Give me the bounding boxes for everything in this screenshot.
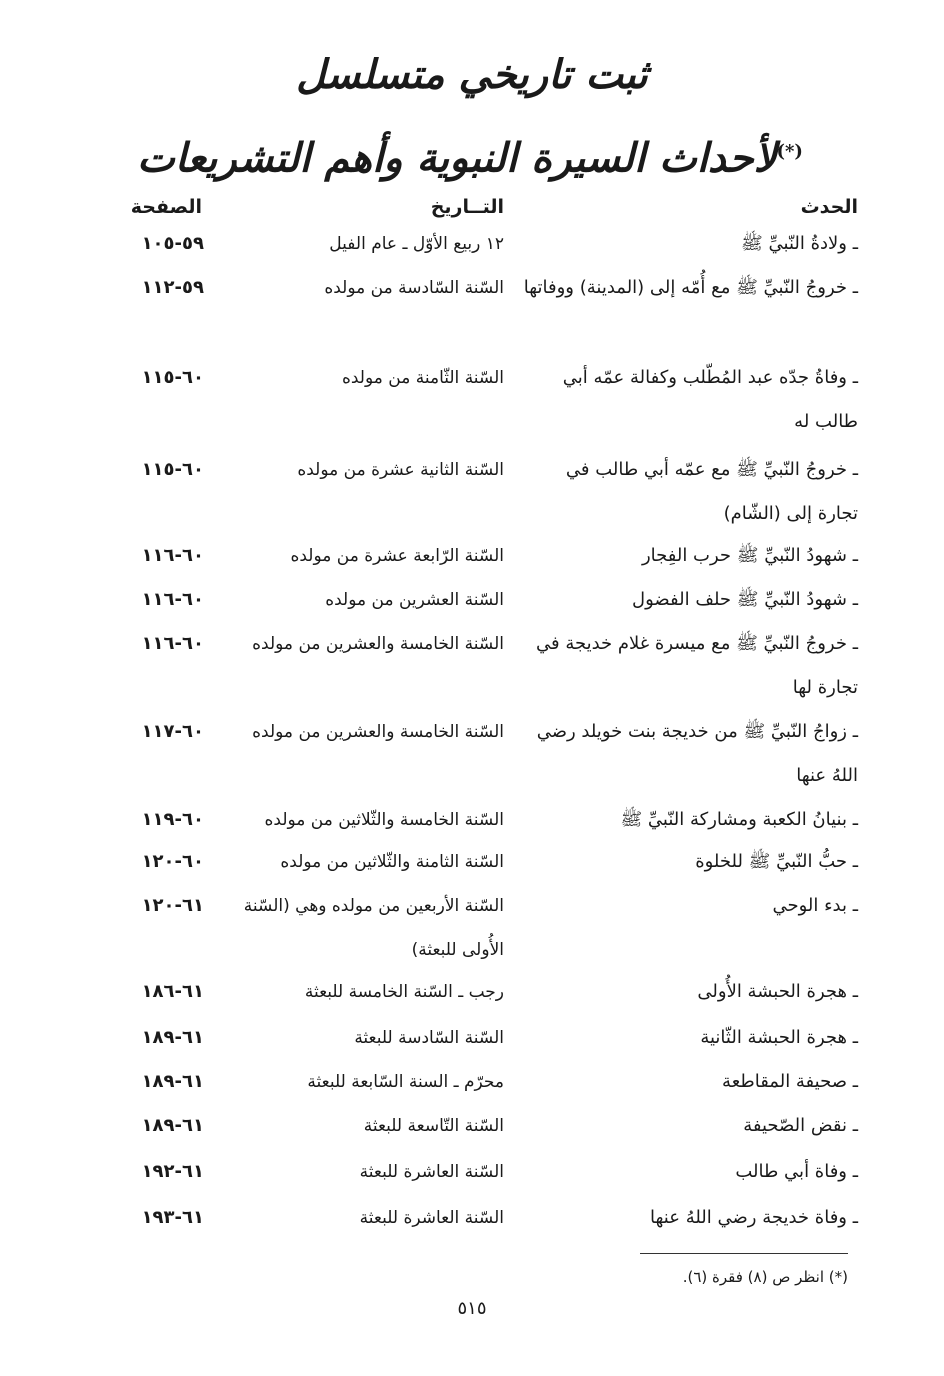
date-cell: السّنة العشرين من مولده xyxy=(325,590,504,610)
date-cell: السّنة الثانية عشرة من مولده xyxy=(297,460,504,480)
date-cell: السّنة العاشرة للبعثة xyxy=(359,1162,504,1182)
event-cell: ـ وفاةُ جدّه عبد المُطّلب وكفالة عمّه أبي طالب له xyxy=(562,367,858,432)
page-cell: ٦١-١٨٩ xyxy=(141,1071,204,1092)
page-cell: ٦٠-١٢٠ xyxy=(141,851,204,872)
date-cell: السّنة الرّابعة عشرة من مولده xyxy=(290,546,504,566)
event-cell: ـ نقض الصّحيفة xyxy=(743,1115,858,1136)
event-cell: ـ هجرة الحبشة الثّانية xyxy=(700,1027,858,1048)
page-cell: ٦٠-١١٧ xyxy=(141,721,204,742)
page-number: ٥١٥ xyxy=(457,1298,487,1319)
page-title-line2-text: لأحداث السيرة النبوية وأهم التشريعات xyxy=(137,134,777,182)
event-cell: ـ شهودُ النّبيِّ ﷺ حلف الفضول xyxy=(632,589,858,610)
date-cell: السّنة السّادسة من مولده xyxy=(324,278,504,298)
event-cell: ـ خروجُ النّبيِّ ﷺ مع عمّه أبي طالب في تجارة إلى (الشّام) xyxy=(565,459,858,524)
page-cell: ٦١-١٨٩ xyxy=(141,1027,204,1048)
date-cell: السّنة الخامسة والعشرين من مولده xyxy=(252,722,504,742)
page-cell: ٦١-١٨٦ xyxy=(141,981,204,1002)
page-cell: ٦٠-١١٦ xyxy=(141,545,204,566)
event-cell: ـ خروجُ النّبيِّ ﷺ مع ميسرة غلام خديجة في تجارة لها xyxy=(536,633,858,698)
date-cell: السّنة الثامنة والثّلاثين من مولده xyxy=(280,852,504,872)
page-title-line2 xyxy=(0,112,944,192)
page-cell: ٦٠-١١٦ xyxy=(141,589,204,610)
page-cell: ٥٩-١١٢ xyxy=(141,277,204,298)
date-cell: محرّم ـ السنة السّابعة للبعثة xyxy=(307,1072,504,1092)
page-cell: ٦٠-١١٥ xyxy=(141,459,204,480)
event-cell: ـ هجرة الحبشة الأُولى xyxy=(697,981,858,1002)
page-cell: ٥٩-١٠٥ xyxy=(141,233,204,254)
event-cell: ـ بنيانُ الكعبة ومشاركة النّبيِّ ﷺ xyxy=(620,809,858,830)
date-cell: السّنة الخامسة والثّلاثين من مولده xyxy=(264,810,504,830)
footnote: (*) انظر ص (٨) فقرة (٦). xyxy=(682,1268,848,1286)
date-cell: السّنة الثّامنة من مولده xyxy=(341,368,504,388)
header-page: الصفحة xyxy=(130,196,202,218)
header-event: الحدث xyxy=(800,196,858,218)
page-cell: ٦٠-١١٩ xyxy=(141,809,204,830)
date-cell: السّنة العاشرة للبعثة xyxy=(359,1208,504,1228)
date-cell: السّنة التّاسعة للبعثة xyxy=(363,1116,504,1136)
header-date: التــاريخ xyxy=(430,196,504,218)
page-cell: ٦١-١٢٠ xyxy=(141,895,204,916)
page-cell: ٦١-١٨٩ xyxy=(141,1115,204,1136)
page-cell: ٦٠-١١٦ xyxy=(141,633,204,654)
date-cell: السّنة السّادسة للبعثة xyxy=(354,1028,504,1048)
page-cell: ٦١-١٩٢ xyxy=(141,1161,204,1182)
date-cell: ١٢ ربيع الأوّل ـ عام الفيل xyxy=(329,234,504,254)
event-cell: ـ صحيفة المقاطعة xyxy=(722,1071,858,1092)
event-cell: ـ وفاة أبي طالب xyxy=(735,1161,858,1182)
event-cell: ـ وفاة خديجة رضي اللهُ عنها xyxy=(650,1207,858,1228)
event-cell: ـ خروجُ النّبيِّ ﷺ مع أُمّه إلى (المدينة) ووفاتها xyxy=(523,277,858,298)
date-cell: السّنة الخامسة والعشرين من مولده xyxy=(252,634,504,654)
event-cell: ـ بدء الوحي xyxy=(772,895,858,916)
event-cell: ـ ولادةُ النّبيِّ ﷺ xyxy=(741,233,858,254)
page-cell: ٦٠-١١٥ xyxy=(141,367,204,388)
event-cell: ـ شهودُ النّبيِّ ﷺ حرب الفِجار xyxy=(641,545,858,566)
event-cell: ـ حبُّ النّبيِّ ﷺ للخلوة xyxy=(695,851,858,872)
title-footnote-mark: (*) xyxy=(776,141,803,162)
footnote-divider xyxy=(640,1253,848,1254)
date-cell: رجب ـ السّنة الخامسة للبعثة xyxy=(304,982,504,1002)
page-title-line1: ثبت تاريخي متسلسل xyxy=(296,51,648,98)
page-cell: ٦١-١٩٣ xyxy=(141,1207,204,1228)
event-cell: ـ زواجُ النّبيِّ ﷺ من خديجة بنت خويلد رضي اللهُ عنها xyxy=(536,721,858,786)
date-cell: السّنة الأربعين من مولده وهي (السّنة الأُولى للبعثة) xyxy=(243,896,504,960)
